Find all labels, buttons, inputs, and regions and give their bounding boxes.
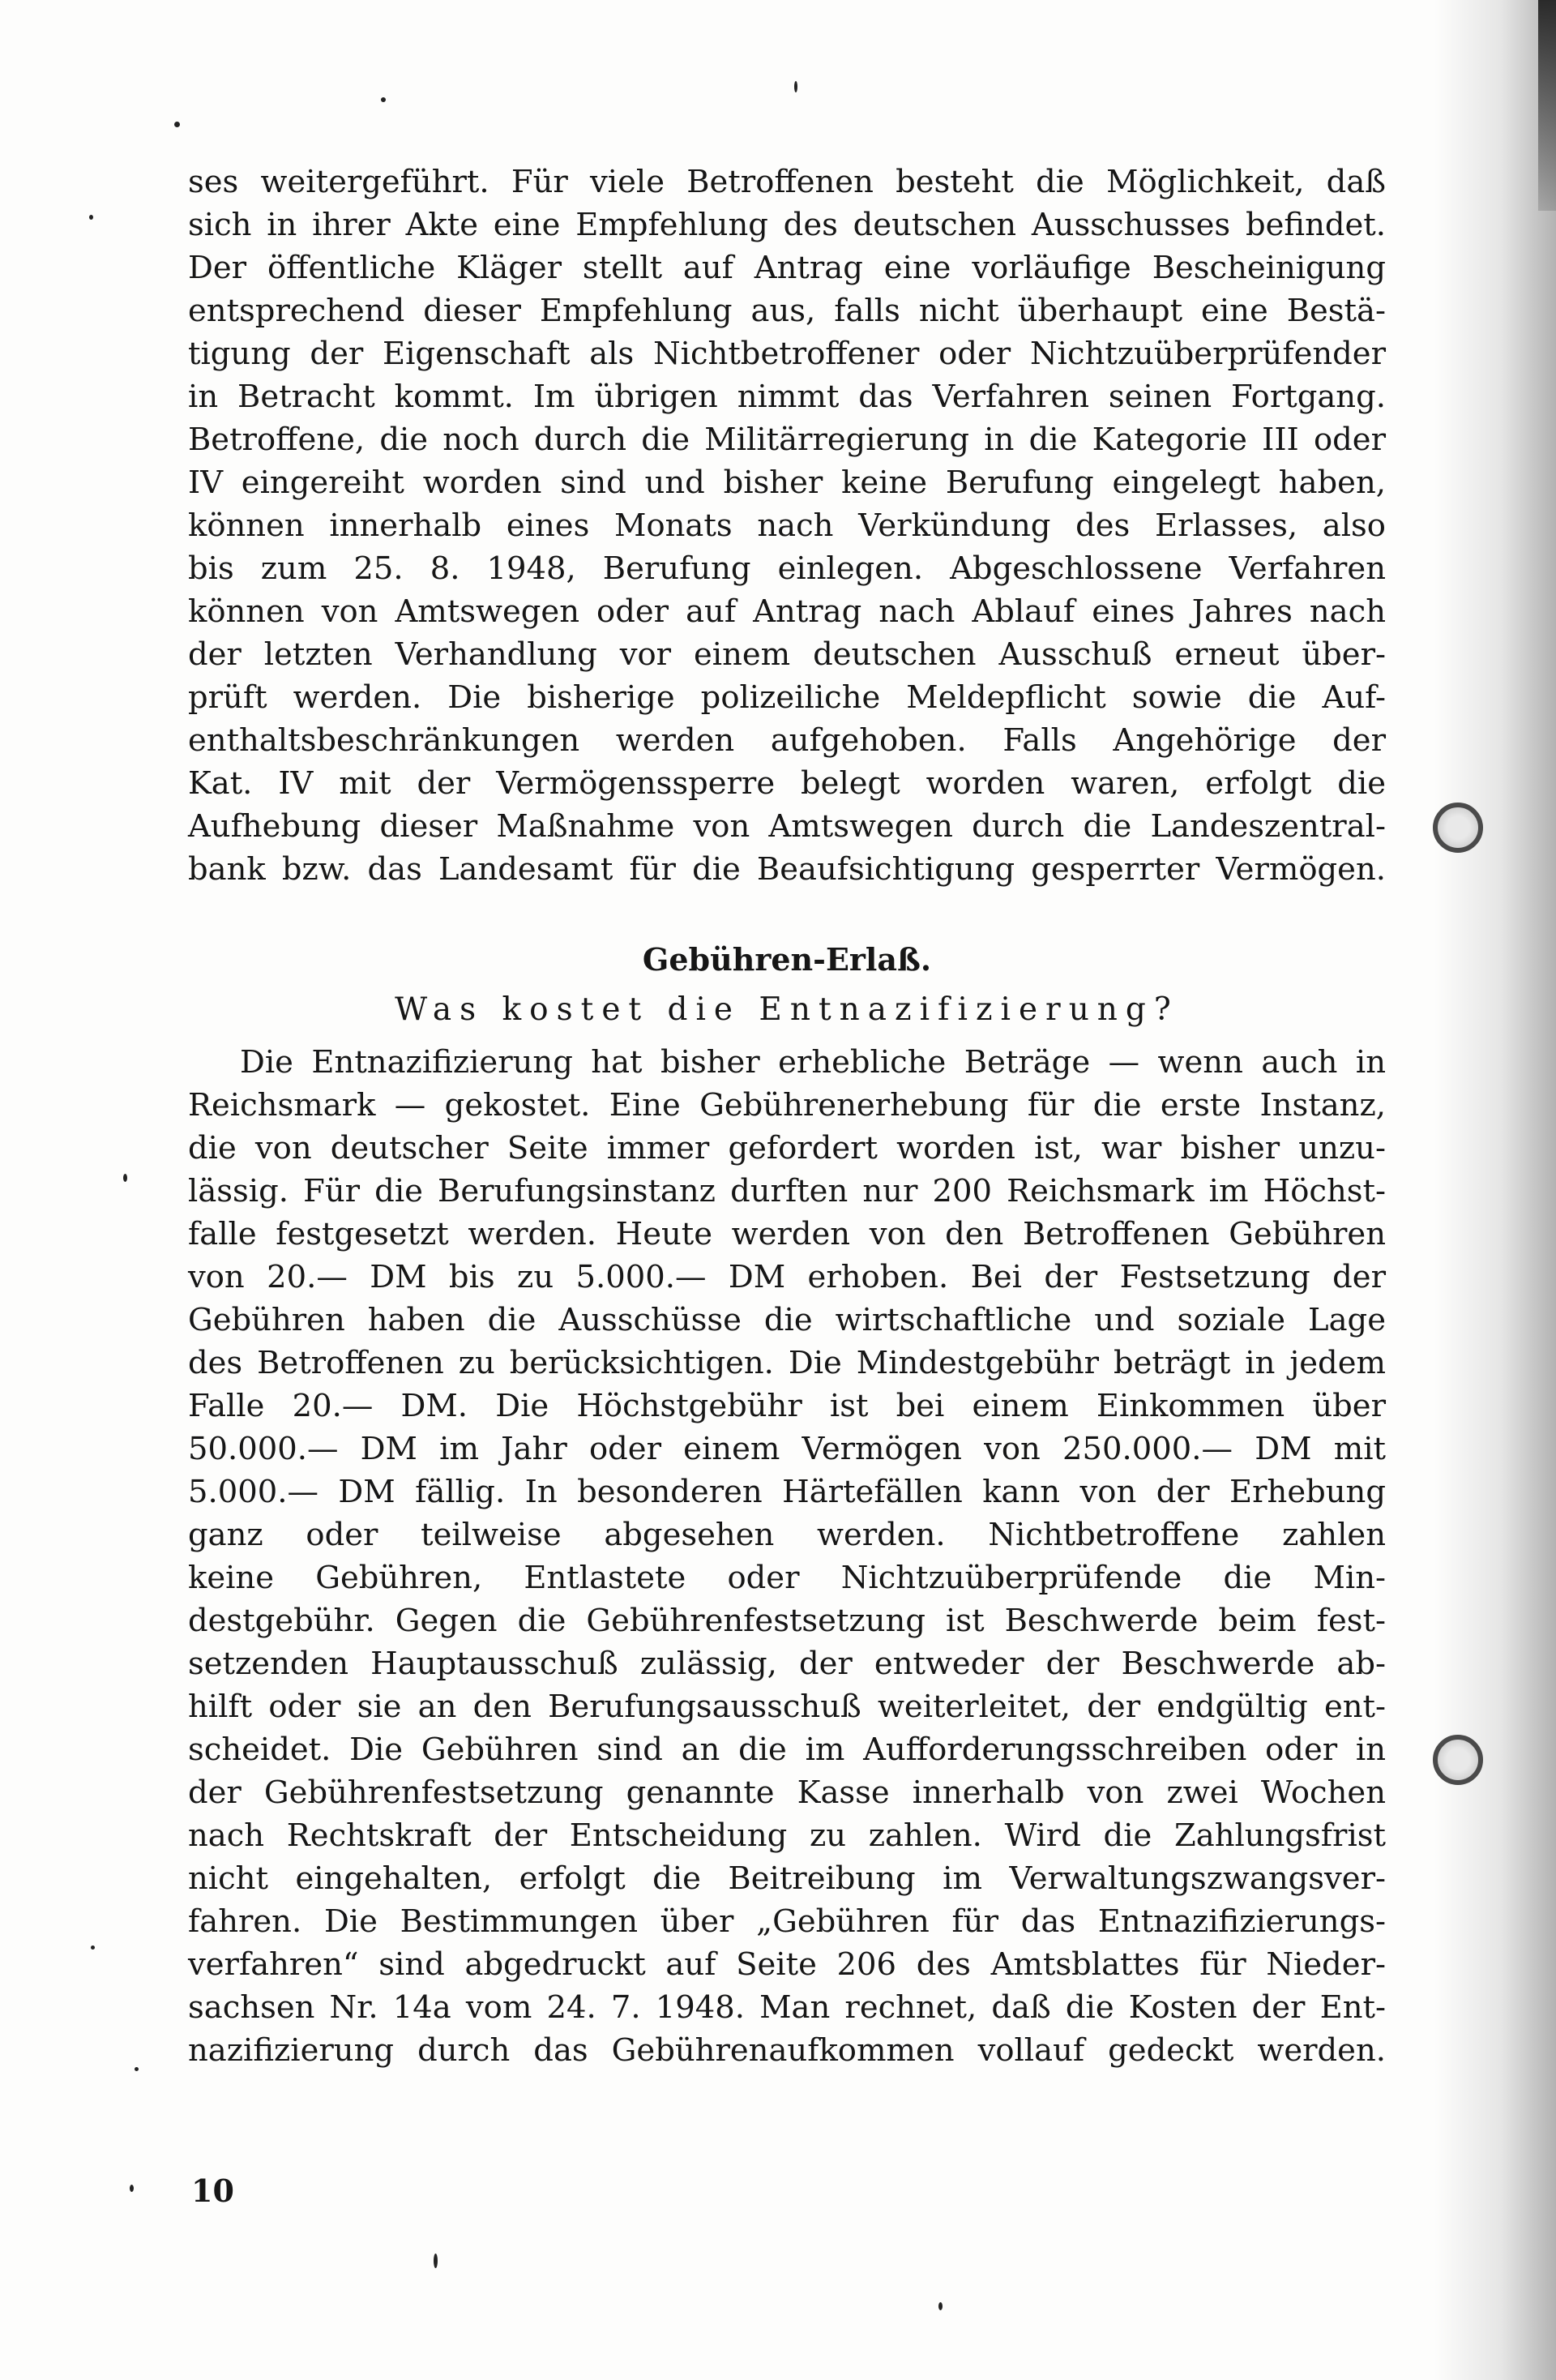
text-line: nach Rechtskraft der Entscheidung zu zahlen. Wird die Zahlungsfrist [188,1817,1386,1854]
text-line: sich in ihrer Akte eine Empfehlung des deutschen Ausschusses befindet. [188,207,1386,243]
text-line: prüft werden. Die bisherige polizeiliche Meldepflicht sowie die Auf- [188,679,1386,716]
text-line: Die Entnazifizierung hat bisher erhebliche Beträge — wenn auch in [240,1044,1386,1081]
text-line: können von Amtswegen oder auf Antrag nach Ablauf eines Jahres nach [188,593,1386,630]
dust-speck [174,122,180,127]
text-line: scheidet. Die Gebühren sind an die im Aufforderungsschreiben oder in [188,1731,1386,1768]
dust-speck [434,2254,438,2268]
text-line: der letzten Verhandlung vor einem deutschen Ausschuß erneut über- [188,636,1386,673]
text-line: enthaltsbeschränkungen werden aufgehoben. Falls Angehörige der [188,722,1386,759]
text-line: bank bzw. das Landesamt für die Beaufsichtigung gesperrter Vermögen. [188,851,1386,888]
text-line: des Betroffenen zu berücksichtigen. Die Mindestgebühr beträgt in jedem [188,1345,1386,1381]
punch-hole-mark [1433,803,1483,853]
text-line: 5.000.— DM fällig. In besonderen Härtefällen kann von der Erhebung [188,1474,1386,1510]
text-line: tigung der Eigenschaft als Nichtbetroffener oder Nichtzuüberprüfender [188,336,1386,372]
dust-speck [91,1946,95,1950]
text-line: von 20.— DM bis zu 5.000.— DM erhoben. Bei der Festsetzung der [188,1259,1386,1295]
text-line: hilft oder sie an den Berufungsausschuß weiterleitet, der endgültig ent- [188,1689,1386,1725]
paragraph-2 [188,1041,1386,2072]
text-line: ses weitergeführt. Für viele Betroffenen besteht die Möglichkeit, daß [188,164,1386,200]
dust-speck [135,2067,139,2071]
text-line: in Betracht kommt. Im übrigen nimmt das Verfahren seinen Fortgang. [188,379,1386,415]
paragraph-1 [188,161,1386,891]
text-line: können innerhalb eines Monats nach Verkündung des Erlasses, also [188,507,1386,544]
text-line: ganz oder teilweise abgesehen werden. Nichtbetroffene zahlen [188,1517,1386,1553]
text-line: Aufhebung dieser Maßnahme von Amtswegen durch die Landeszentral- [188,808,1386,845]
text-line: Der öffentliche Kläger stellt auf Antrag eine vorläufige Bescheinigung [188,250,1386,286]
text-line: 50.000.— DM im Jahr oder einem Vermögen von 250.000.— DM mit [188,1431,1386,1467]
text-line: die von deutscher Seite immer gefordert worden ist, war bisher unzu- [188,1130,1386,1166]
page-number: 10 [191,2172,234,2209]
text-line: fahren. Die Bestimmungen über „Gebühren für das Entnazifizierungs- [188,1903,1386,1940]
dust-speck [89,215,93,220]
dust-speck [794,81,797,92]
text-line: Kat. IV mit der Vermögenssperre belegt worden waren, erfolgt die [188,765,1386,802]
text-line: IV eingereiht worden sind und bisher keine Berufung eingelegt haben, [188,464,1386,501]
text-line: bis zum 25. 8. 1948, Berufung einlegen. Abgeschlossene Verfahren [188,550,1386,587]
text-line: der Gebührenfestsetzung genannte Kasse innerhalb von zwei Wochen [188,1774,1386,1811]
page-edge-dark [1538,0,1556,211]
text-line: destgebühr. Gegen die Gebührenfestsetzung ist Beschwerde beim fest- [188,1603,1386,1639]
page-edge-shadow [1434,0,1556,2380]
section-subheading: Was kostet die Entnazifizierung? [395,991,1179,1028]
text-line: falle festgesetzt werden. Heute werden von den Betroffenen Gebühren [188,1216,1386,1252]
dust-speck [130,2185,134,2192]
text-line: Gebühren haben die Ausschüsse die wirtschaftliche und soziale Lage [188,1302,1386,1338]
text-line: keine Gebühren, Entlastete oder Nichtzuüberprüfende die Min- [188,1560,1386,1596]
dust-speck [938,2302,943,2310]
section-heading: Gebühren-Erlaß. [642,941,932,978]
text-line: nicht eingehalten, erfolgt die Beitreibung im Verwaltungszwangsver- [188,1860,1386,1897]
dust-speck [381,97,386,102]
text-line: sachsen Nr. 14a vom 24. 7. 1948. Man rechnet, daß die Kosten der Ent- [188,1989,1386,2026]
text-line: lässig. Für die Berufungsinstanz durften nur 200 Reichsmark im Höchst- [188,1173,1386,1209]
text-line: Falle 20.— DM. Die Höchstgebühr ist bei einem Einkommen über [188,1388,1386,1424]
text-line: verfahren“ sind abgedruckt auf Seite 206 des Amtsblattes für Nieder- [188,1946,1386,1983]
text-line: nazifizierung durch das Gebührenaufkommen vollauf gedeckt werden. [188,2032,1386,2069]
text-line: Reichsmark — gekostet. Eine Gebührenerhebung für die erste Instanz, [188,1087,1386,1124]
text-line: entsprechend dieser Empfehlung aus, falls nicht überhaupt eine Bestä- [188,293,1386,329]
dust-speck [123,1174,127,1182]
page-text [188,161,1386,2072]
punch-hole-mark [1433,1735,1483,1785]
text-line: Betroffene, die noch durch die Militärregierung in die Kategorie III oder [188,422,1386,458]
text-line: setzenden Hauptausschuß zulässig, der entweder der Beschwerde ab- [188,1646,1386,1682]
